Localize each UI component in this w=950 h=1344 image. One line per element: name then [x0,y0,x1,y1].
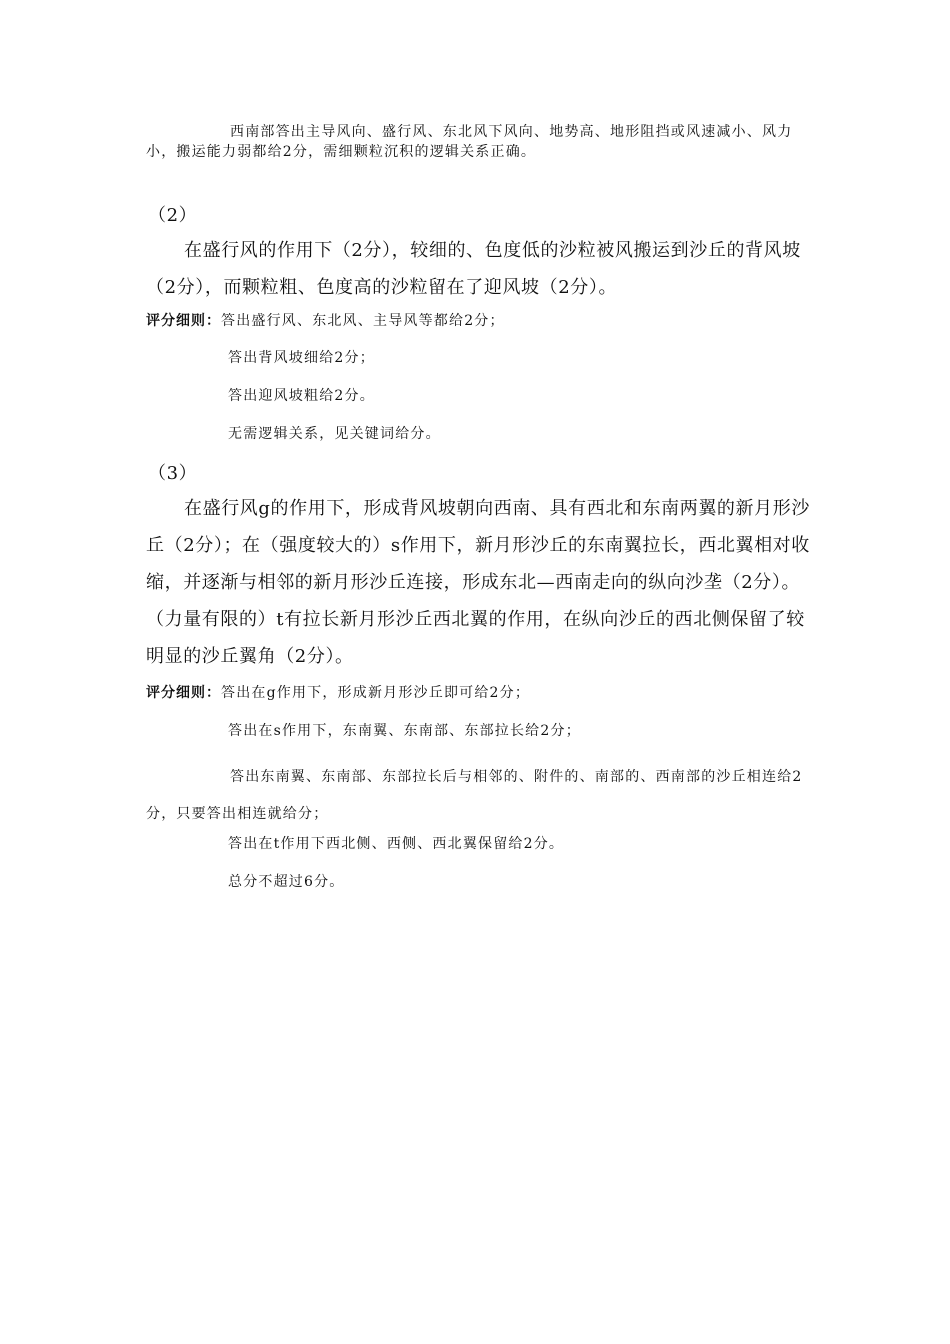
rule-3-5: 总分不超过6分。 [228,874,345,890]
rule-3-2: 答出在s作用下，东南翼、东南部、东部拉长给2分； [228,723,581,739]
question-marker-3: （3） [148,463,198,484]
rules-label-3: 评分细则： [146,685,221,701]
rule-3-1: 答出在g作用下，形成新月形沙丘即可给2分； [221,685,531,701]
rule-2-4: 无需逻辑关系，见关键词给分。 [228,426,441,442]
section1-note: 西南部答出主导风向、盛行风、东北风下风向、地势高、地形阻挡或风速减小、风力小，搬运能力弱都给2分，需细颗粒沉积的逻辑关系正确。 [146,124,793,160]
answer-3: 在盛行风g的作用下，形成背风坡朝向西南、具有西北和东南两翼的新月形沙丘（2分）；在（强度较大的）s作用下，新月形沙丘的东南翼拉长，西北翼相对收缩，并逐渐与相邻的新月形沙丘连接，形成东北—西南走向的纵向沙垄（2分）。（力量有限的）t有拉长新月形沙丘西北翼的作用，在纵向沙丘的西北侧保留了较明显的沙丘翼角（2分）。 [146,498,810,667]
rules-2-first [146,311,810,331]
rule-2-1: 答出盛行风、东北风、主导风等都给2分； [221,313,505,329]
rule-2-2: 答出背风坡细给2分； [228,350,375,366]
rules-label-2: 评分细则： [146,313,221,329]
rule-3-4: 答出在t作用下西北侧、西侧、西北翼保留给2分。 [228,836,565,852]
question-marker-2: （2） [148,205,198,226]
rules-3-first [146,683,810,703]
answer-2: 在盛行风的作用下（2分），较细的、色度低的沙粒被风搬运到沙丘的背风坡（2分），而颗粒粗、色度高的沙粒留在了迎风坡（2分）。 [146,240,801,298]
rule-2-3: 答出迎风坡粗给2分。 [228,388,375,404]
rule-3-3: 答出东南翼、东南部、东部拉长后与相邻的、附件的、南部的、西南部的沙丘相连给2分，只要答出相连就给分； [146,769,803,822]
